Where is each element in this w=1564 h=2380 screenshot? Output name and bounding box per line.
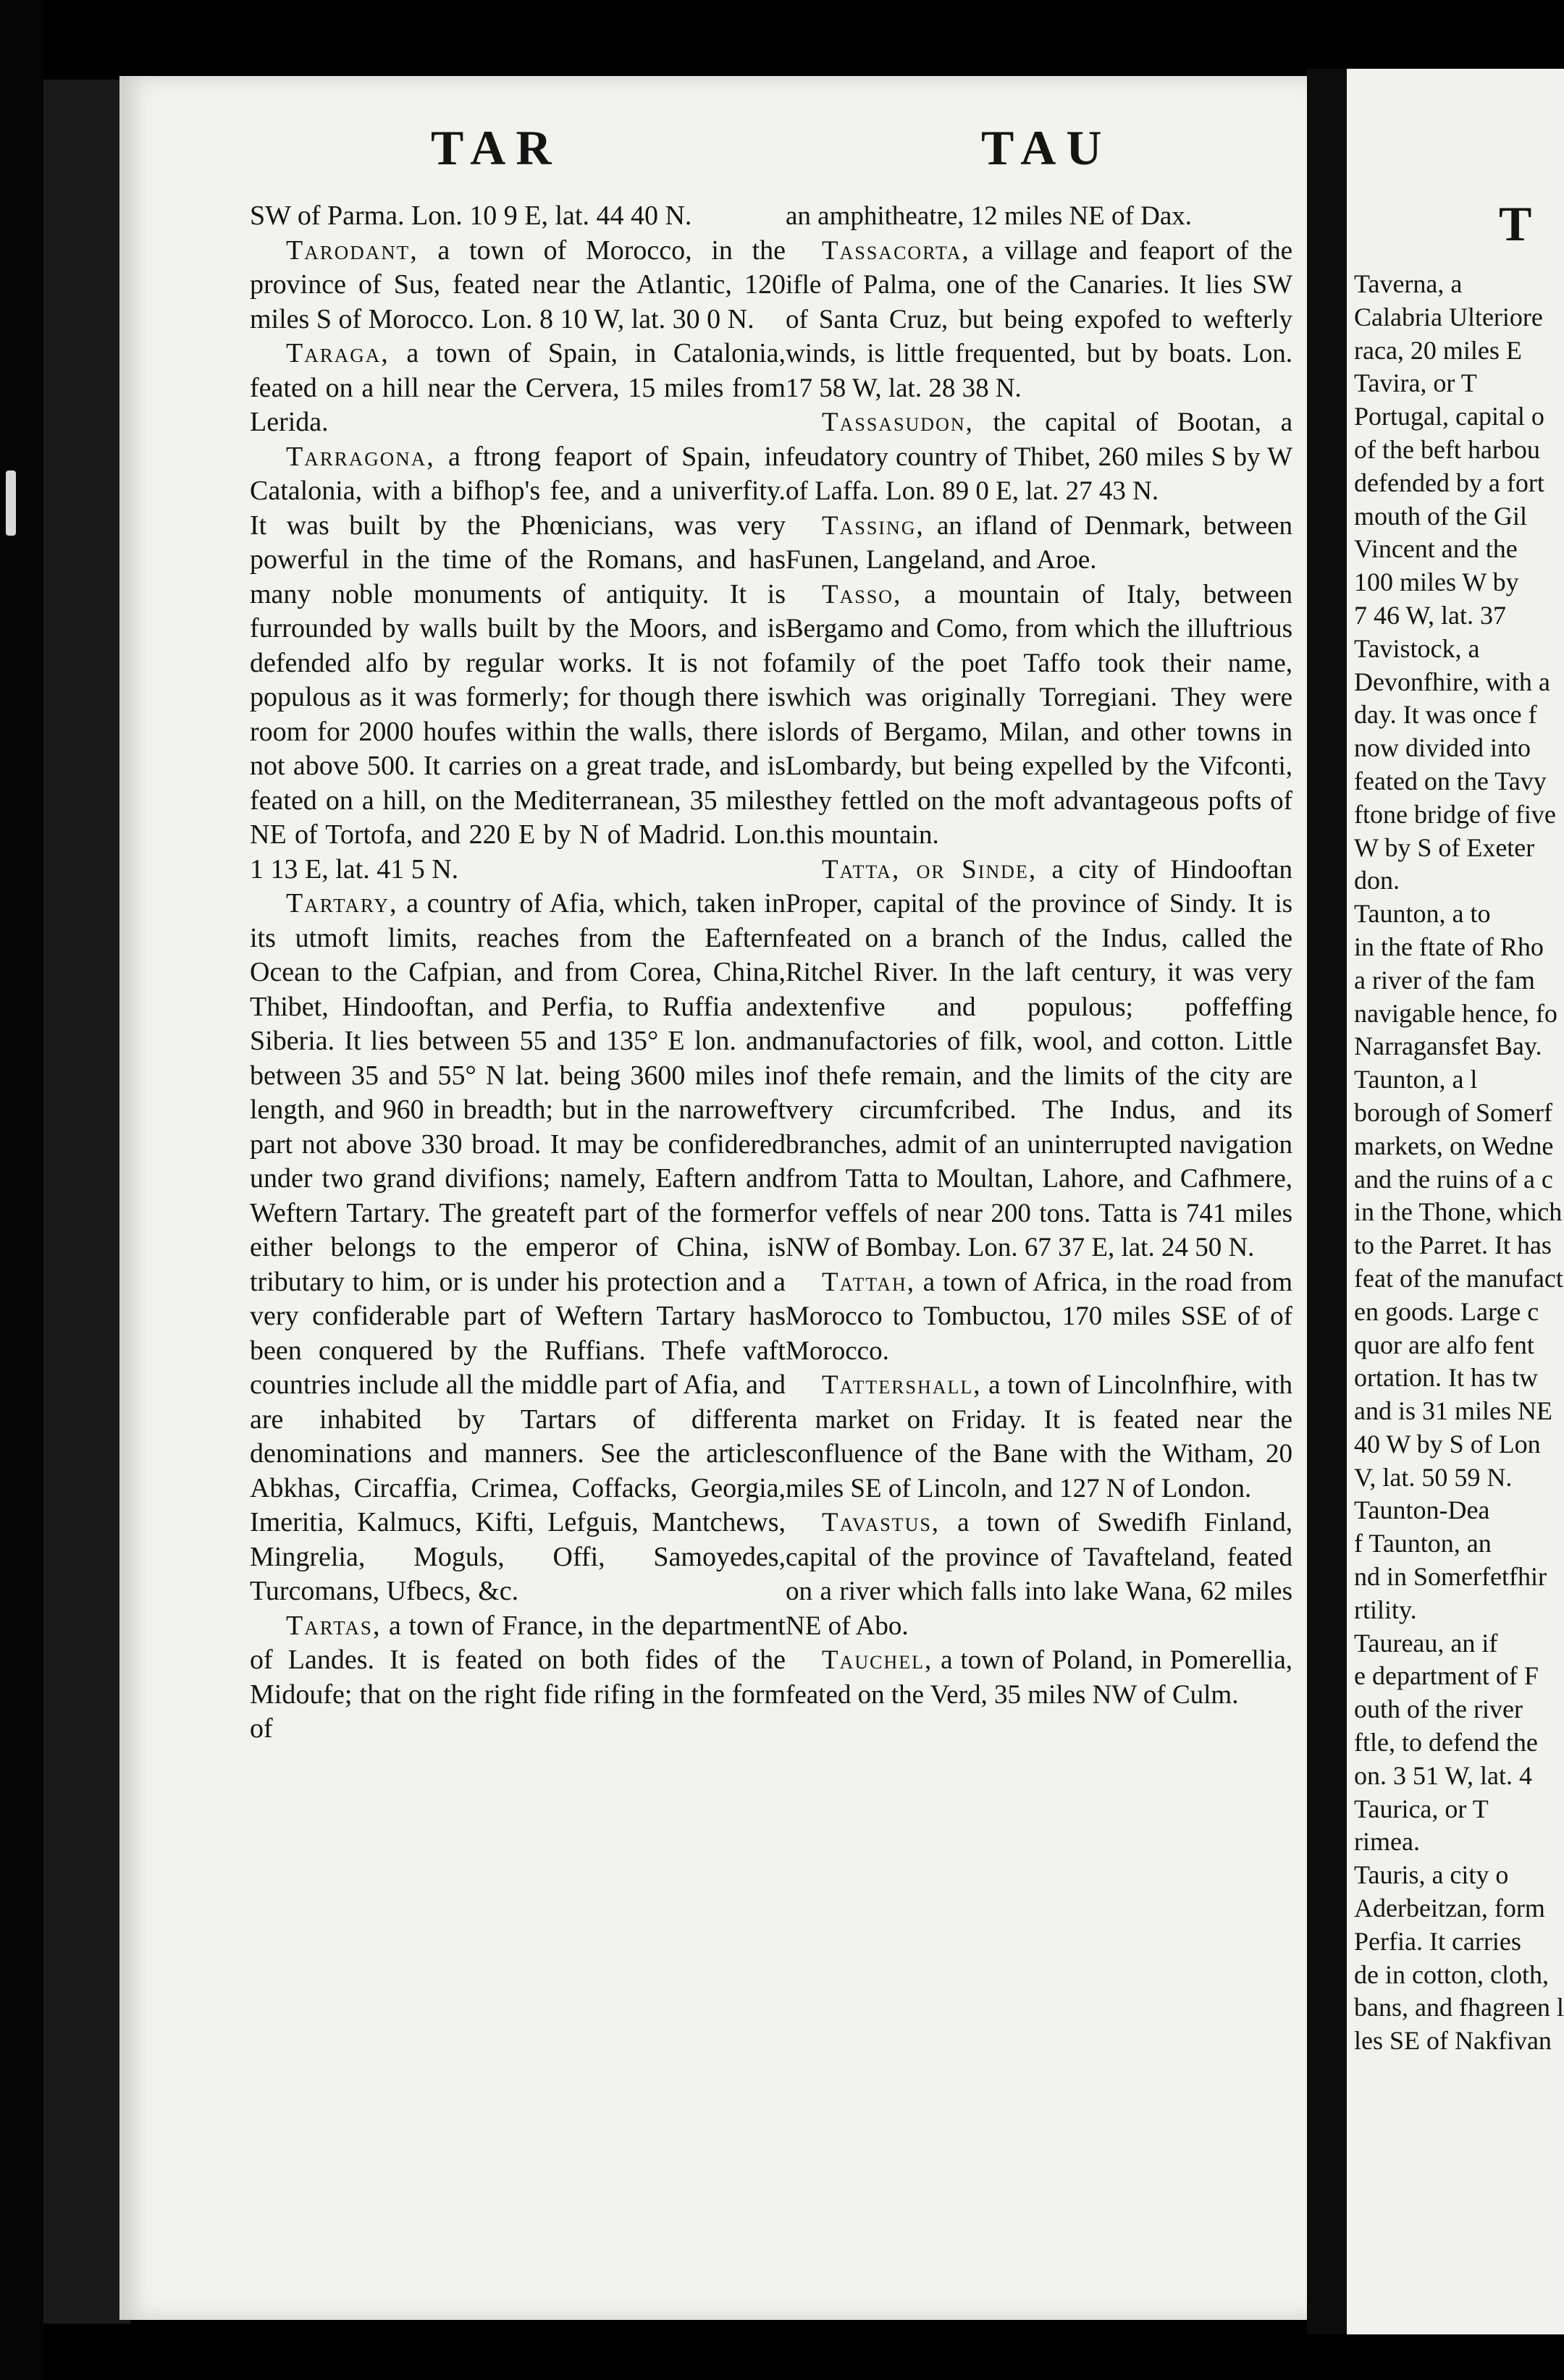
partial-text-line: navigable hence, fo (1354, 998, 1557, 1028)
gazetteer-entry (250, 337, 786, 440)
entry-headword: Tavastus, (822, 1508, 941, 1537)
partial-text-line: quor are alfo fent (1354, 1330, 1534, 1359)
partial-text-line: 40 W by S of Lon (1354, 1429, 1541, 1459)
gazetteer-entry (786, 1265, 1292, 1369)
gazetteer-entry (250, 887, 786, 1609)
entry-text: a city of Hindooftan Proper, capital of the province of Sindy. It is feated on a branch of the Indus, called the Ritchel River. In the laft century, it was very extenfive and populous; poffeffing manufactories of filk, wool, and cotton. Little of thefe remain, and the limits of the city are very circumfcribed. The Indus, and its branches, admit of an uninterrupted navigation from Tatta to Moultan, Lahore, and Cafhmere, for veffels of near 200 tons. Tatta is 741 miles NW of Bombay. Lon. 67 37 E, lat. 24 50 N. (786, 854, 1292, 1262)
partial-text-line: don. (1354, 866, 1400, 895)
partial-text-line: markets, on Wedne (1354, 1131, 1554, 1160)
entry-headword: Tassasudon, (822, 408, 974, 437)
gazetteer-entry (786, 853, 1292, 1265)
partial-text-line: defended by a fort (1354, 468, 1544, 497)
partial-text-line: Taureau, an if (1354, 1628, 1498, 1658)
partial-text-line: e department of F (1354, 1661, 1539, 1691)
partial-text-line: ortation. It has tw (1354, 1363, 1538, 1393)
partial-text-line: outh of the river (1354, 1695, 1523, 1724)
partial-text-line: in the Thone, which (1354, 1197, 1563, 1227)
entry-headword: Tattah, (822, 1267, 915, 1297)
gazetteer-entry (786, 234, 1292, 406)
gazetteer-entry (250, 234, 786, 337)
entry-headword: Tarragona, (286, 441, 435, 472)
partial-text-line: Perfia. It carries (1354, 1926, 1521, 1956)
gazetteer-entry (786, 509, 1292, 578)
entry-headword: Taraga, (286, 338, 390, 368)
partial-text-line: in the ftate of Rho (1354, 932, 1544, 961)
entry-text: a town of France, in the department of Landes. It is feated on both fides of the Midoufe; that on the right fide rifing in the form of (250, 1610, 786, 1744)
partial-text-line: f Taunton, an (1354, 1529, 1492, 1558)
book-gutter (43, 80, 130, 2324)
partial-text-line: Narragansfet Bay. (1354, 1031, 1542, 1061)
entry-text: an amphitheatre, 12 miles NE of Dax. (786, 201, 1192, 231)
partial-text-line: mouth of the Gil (1354, 501, 1527, 531)
entry-text: an ifland of Denmark, between Funen, Langeland, and Aroe. (786, 510, 1292, 575)
entry-text: a village and feaport of the ifle of Palma, one of the Canaries. It lies SW of Santa Cruz, but being expofed to wefterly winds, is little frequented, but by boats. Lon. 17 58 W, lat. 28 38 N. (786, 235, 1292, 403)
partial-text-line: Devonfhire, with a (1354, 667, 1550, 696)
partial-text-line: Aderbeitzan, form (1354, 1894, 1545, 1923)
partial-text-line: feated on the Tavy (1354, 766, 1547, 796)
partial-text-line: Tavira, or T (1354, 368, 1477, 398)
partial-text-line: Taunton, a to (1354, 899, 1491, 929)
gazetteer-entry (786, 1643, 1292, 1712)
entry-text: a town of Morocco, in the province of Sus, feated near the Atlantic, 120 miles S of Morocco. Lon. 8 10 W, lat. 30 0 N. (250, 235, 786, 334)
running-head-center: TAU (981, 120, 1112, 175)
partial-text-line: a river of the fam (1354, 965, 1535, 995)
partial-text-line: rtility. (1354, 1595, 1417, 1624)
partial-text-line: on. 3 51 W, lat. 4 (1354, 1760, 1533, 1790)
column-middle (786, 199, 1292, 1712)
entry-headword: Tartary, (286, 888, 398, 919)
partial-text-line: feat of the manufact (1354, 1263, 1563, 1293)
entry-text: a town of Africa, in the road from Morocco to Tombuctou, 170 miles SSE of of Morocco. (786, 1267, 1292, 1366)
entry-text: a town of Poland, in Pomerellia, feated on the Verd, 35 miles NW of Culm. (786, 1645, 1292, 1710)
partial-text-line: and is 31 miles NE (1354, 1396, 1552, 1426)
entry-text: a ftrong feaport of Spain, in Catalonia, with a bifhop's fee, and a univerfity. It was built by the Phœnicians, was very powerful in the time of the Romans, and has many noble monuments of antiquity. It is furrounded by walls built by the Moors, and is defended alfo by regular works. It is not fo populous as it was formerly; for though there is room for 2000 houfes within the walls, there is not above 500. It carries on a great trade, and is feated on a hill, on the Mediterranean, 35 miles NE of Tortofa, and 220 E by N of Madrid. Lon. 1 13 E, lat. 41 5 N. (250, 441, 786, 885)
running-head-left: TAR (431, 120, 562, 175)
partial-text-line: ftle, to defend the (1354, 1728, 1538, 1757)
partial-text-line: day. It was once f (1354, 700, 1537, 730)
entry-text: a town of Spain, in Catalonia, feated on a hill near the Cervera, 15 miles from Lerida. (250, 338, 786, 437)
gazetteer-entry (250, 1609, 786, 1747)
partial-text-line: Tauris, a city o (1354, 1860, 1509, 1890)
partial-text-line: en goods. Large c (1354, 1296, 1539, 1326)
partial-text-line: now divided into (1354, 733, 1531, 763)
facing-page-partial (1347, 69, 1564, 2334)
scan-edge-mark (6, 470, 16, 536)
page-gutter-shadow (1307, 69, 1347, 2334)
gazetteer-entry (786, 405, 1292, 509)
partial-text-line: raca, 20 miles E (1354, 335, 1522, 365)
gazetteer-entry (250, 199, 786, 234)
partial-text-line: Calabria Ulteriore (1354, 302, 1543, 332)
entry-headword: Tauchel, (822, 1645, 933, 1675)
partial-text-line: and the ruins of a c (1354, 1164, 1553, 1194)
entry-headword: Tasso, (822, 579, 902, 609)
partial-text-line: Taunton, a l (1354, 1065, 1478, 1094)
scan-edge (0, 0, 43, 2380)
column-right-partial (1347, 268, 1564, 2058)
entry-headword: Tatta, or Sinde, (822, 854, 1038, 885)
entry-text: a town of Lincolnfhire, with a market on Friday. It is feated near the confluence of the Bane with the Witham, 20 miles SE of Lincoln, and 127 N of London. (786, 1370, 1292, 1503)
gazetteer-entry (786, 1506, 1292, 1643)
partial-text-line: borough of Somerf (1354, 1097, 1552, 1127)
partial-text-line: Portugal, capital o (1354, 402, 1544, 431)
partial-text-line: V, lat. 50 59 N. (1354, 1462, 1513, 1492)
partial-text-line: rimea. (1354, 1827, 1420, 1857)
partial-text-line: Taurica, or T (1354, 1794, 1489, 1823)
entry-text: a mountain of Italy, between Bergamo and Como, from which the illuftrious family of the poet Taffo took their name, which was originally Torregiani. They were lords of Bergamo, Milan, and other towns in Lombardy, but being expelled by the Vifconti, they fettled on the moft advantageous pofts of this mountain. (786, 579, 1292, 850)
gazetteer-entry (786, 199, 1292, 234)
partial-text-line: ftone bridge of five (1354, 799, 1556, 829)
partial-text-line: 100 miles W by (1354, 567, 1519, 597)
entry-headword: Tassacorta, (822, 235, 970, 266)
entry-text: a town of Swedifh Finland, capital of the province of Tavafteland, feated on a river which falls into lake Wana, 62 miles NE of Abo. (786, 1508, 1292, 1641)
gazetteer-entry (250, 440, 786, 887)
entry-headword: Tattershall, (822, 1370, 982, 1400)
partial-text-line: de in cotton, cloth, (1354, 1959, 1549, 1989)
entry-headword: Tartas, (286, 1610, 382, 1641)
partial-text-line: Taunton-Dea (1354, 1495, 1490, 1525)
partial-text-line: Tavistock, a (1354, 633, 1480, 663)
partial-text-line: to the Parret. It has (1354, 1231, 1552, 1260)
gazetteer-entry (786, 578, 1292, 853)
running-head-right: T (1499, 196, 1532, 251)
gazetteer-entry (786, 1368, 1292, 1506)
partial-text-line: 7 46 W, lat. 37 (1354, 600, 1507, 630)
entry-headword: Tassing, (822, 510, 925, 541)
entry-text: SW of Parma. Lon. 10 9 E, lat. 44 40 N. (250, 201, 692, 231)
partial-text-line: W by S of Exeter (1354, 832, 1535, 862)
partial-text-line: bans, and fhagreen l (1354, 1993, 1564, 2022)
partial-text-line: Taverna, a (1354, 269, 1463, 298)
partial-text-line: Vincent and the (1354, 534, 1518, 564)
column-left (250, 199, 786, 1747)
partial-text-line: nd in Somerfetfhir (1354, 1562, 1547, 1592)
entry-text: a country of Afia, which, taken in its utmoft limits, reaches from the Eaftern Ocean to the Cafpian, and from Corea, China, Thibet, Hindooftan, and Perfia, to Ruffia and Siberia. It lies between 55 and 135° E lon. and between 35 and 55° N lat. being 3600 miles in length, and 960 in breadth; but in the narroweft part not above 330 broad. It may be confidered under two grand divifions; namely, Eaftern and Weftern Tartary. The greateft part of the former either belongs to the emperor of China, is tributary to him, or is under his protection and a very confiderable part of Weftern Tartary has been conquered by the Ruffians. Thefe vaft countries include all the middle part of Afia, and are inhabited by Tartars of different denominations and manners. See the articles Abkhas, Circaffia, Crimea, Coffacks, Georgia, Imeritia, Kalmucs, Kifti, Lefguis, Mantchews, Mingrelia, Moguls, Offi, Samoyedes, Turcomans, Ufbecs, &c. (250, 888, 786, 1606)
partial-text-line: of the beft harbou (1354, 434, 1540, 464)
entry-text: the capital of Bootan, a feudatory country of Thibet, 260 miles S by W of Laffa. Lon. 89 0 E, lat. 27 43 N. (786, 408, 1292, 506)
partial-text-line: les SE of Nakfivan (1354, 2026, 1552, 2056)
entry-headword: Tarodant, (286, 235, 419, 266)
